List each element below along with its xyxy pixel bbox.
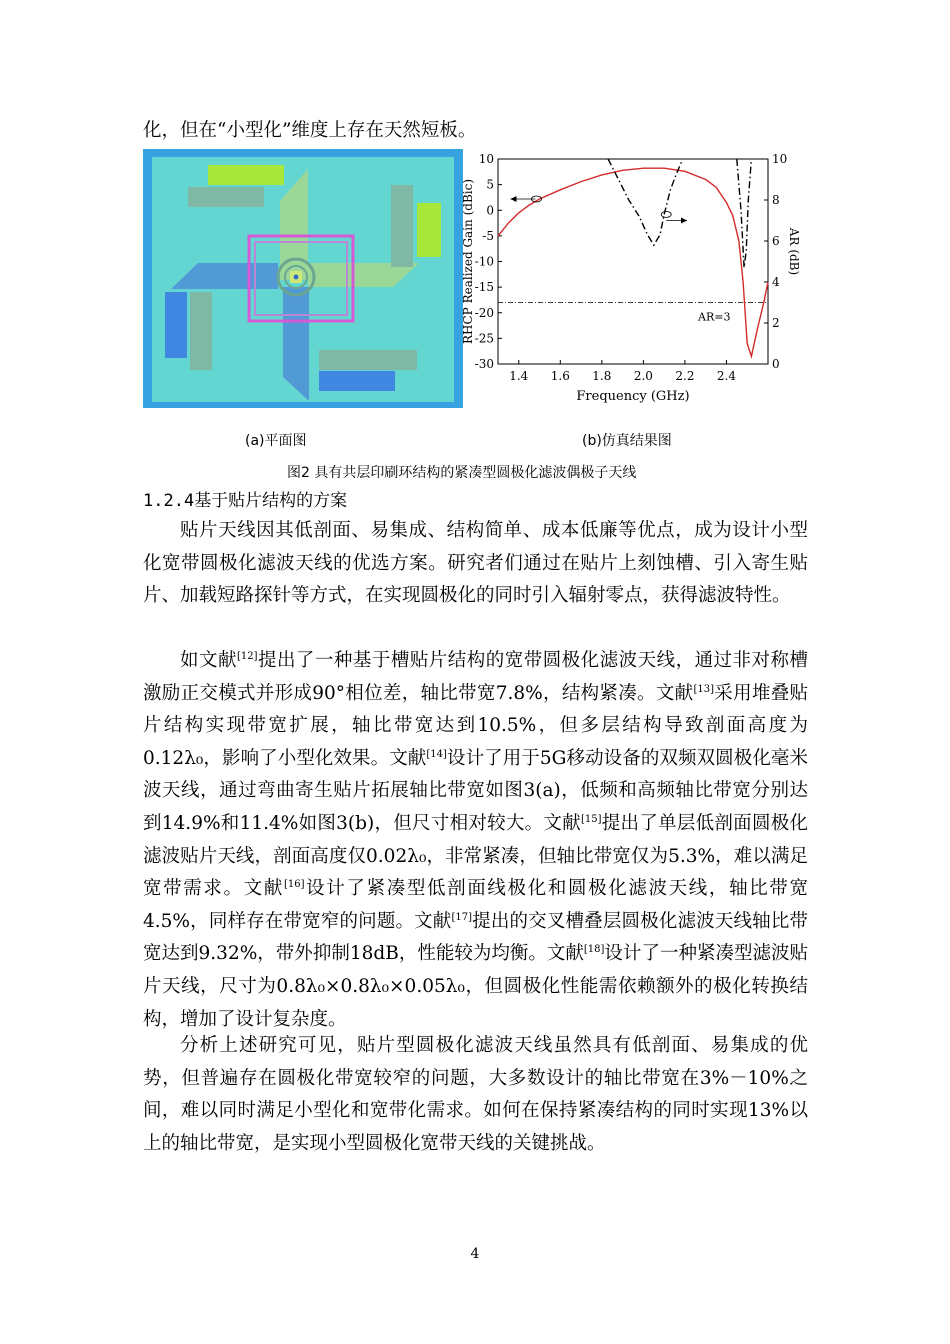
ar-curve-2 xyxy=(737,159,752,268)
subcaption-a: (a)平面图 xyxy=(245,433,307,449)
citation[interactable]: [17] xyxy=(451,911,473,923)
x-tick-label: 2.2 xyxy=(675,369,695,383)
y-tick-label: -20 xyxy=(474,305,494,320)
x-tick-label: 1.8 xyxy=(592,369,612,383)
section-heading xyxy=(143,486,347,511)
y-tick-label: -10 xyxy=(474,254,494,269)
section-number: 1.2.4 xyxy=(143,491,195,511)
ar-annotation: AR=3 xyxy=(698,310,731,324)
ar-curve-1 xyxy=(608,159,683,245)
citation[interactable]: [18] xyxy=(583,944,605,956)
x-axis-label: Frequency (GHz) xyxy=(576,389,690,404)
intro-line: 化，但在“小型化”维度上存在天然短板。 xyxy=(143,120,477,141)
page-number: 4 xyxy=(470,1246,480,1262)
ar-marker-ellipse xyxy=(661,211,671,217)
y2-tick-label: 6 xyxy=(772,234,780,248)
citation[interactable]: [13] xyxy=(693,683,714,695)
paragraph-2: 如文献[12]提出了一种基于槽贴片结构的宽带圆极化滤波天线，通过非对称槽激励正交模式并形成90°相位差，轴比带宽7.8%，结构紧凑。文献[13]采用堆叠贴片结构实现带宽扩展，轴比带宽达到10.5%，但多层结构导致剖面高度为0.12λ₀，影响了小型化效果。文献[14]设计了用于5G移动设备的双频双圆极化毫米波天线，通过弯曲寄生贴片拓展轴比带宽如图3(a)，低频和高频轴比带宽分别达到14.9%和11.4%如图3(b)，但尺寸相对较大。文献[15]提出了单层低剖面圆极化滤波贴片天线，剖面高度仅0.02λ₀，非常紧凑，但轴比带宽仅为5.3%，难以满足宽带需求。文献[16]设计了紧凑型低剖面线极化和圆极化滤波天线，轴比带宽4.5%，同样存在带宽窄的问题。文献[17]提出的交叉槽叠层圆极化滤波天线轴比带宽达到9.32%，带外抑制18dB，性能较为均衡。文献[18]设计了一种紧凑型滤波贴片天线，尺寸为0.8λ₀×0.8λ₀×0.05λ₀，但圆极化性能需依赖额外的极化转换结构，增加了设计复杂度。 xyxy=(143,650,808,1030)
plot-frame xyxy=(498,159,768,364)
simulation-result-chart xyxy=(461,149,801,407)
y2-axis-label: AR (dB) xyxy=(787,227,801,276)
gain-arrow-head xyxy=(510,196,516,202)
y2-tick-label: 8 xyxy=(772,193,780,207)
x-tick-label: 1.6 xyxy=(550,369,570,383)
citation[interactable]: [16] xyxy=(283,879,305,891)
y-tick-label: -15 xyxy=(474,280,494,295)
x-tick-label: 2.0 xyxy=(633,369,653,383)
ar-arrow-head xyxy=(681,218,687,224)
paragraph-1: 贴片天线因其低剖面、易集成、结构简单、成本低廉等优点，成为设计小型化宽带圆极化滤波天线的优选方案。研究者们通过在贴片上刻蚀槽、引入寄生贴片、加载短路探针等方式，在实现圆极化的同时引入辐射零点，获得滤波特性。 xyxy=(143,520,808,607)
antenna-layout-figure xyxy=(143,149,463,408)
y-tick-label: 0 xyxy=(486,203,494,218)
y-tick-label: -30 xyxy=(474,357,494,371)
citation[interactable]: [12] xyxy=(236,651,258,662)
y-tick-label: 10 xyxy=(478,152,494,166)
y-tick-label: 5 xyxy=(486,177,494,192)
subcaption-b: (b)仿真结果图 xyxy=(582,433,672,449)
section-title: 基于贴片结构的方案 xyxy=(194,491,348,511)
y-axis-label: RHCP Realized Gain (dBic) xyxy=(461,179,475,344)
y2-tick-label: 2 xyxy=(772,316,780,330)
x-tick-label: 2.4 xyxy=(716,369,737,383)
y-tick-label: -25 xyxy=(474,331,494,346)
y-tick-label: -5 xyxy=(482,228,494,243)
y2-tick-label: 0 xyxy=(772,357,780,371)
paragraph-3: 分析上述研究可见，贴片型圆极化滤波天线虽然具有低剖面、易集成的优势，但普遍存在圆极化带宽较窄的问题，大多数设计的轴比带宽在3%－10%之间，难以同时满足小型化和宽带化需求。如何在保持紧凑结构的同时实现13%以上的轴比带宽，是实现小型圆极化宽带天线的关键挑战。 xyxy=(143,1035,808,1154)
figure-caption: 图2 具有共层印刷环结构的紧凑型圆极化滤波偶极子天线 xyxy=(287,465,637,481)
y2-tick-label: 10 xyxy=(772,152,788,166)
y2-tick-label: 4 xyxy=(772,275,780,289)
citation[interactable]: [15] xyxy=(580,813,602,825)
x-tick-label: 1.4 xyxy=(509,369,529,383)
citation[interactable]: [14] xyxy=(426,748,447,760)
